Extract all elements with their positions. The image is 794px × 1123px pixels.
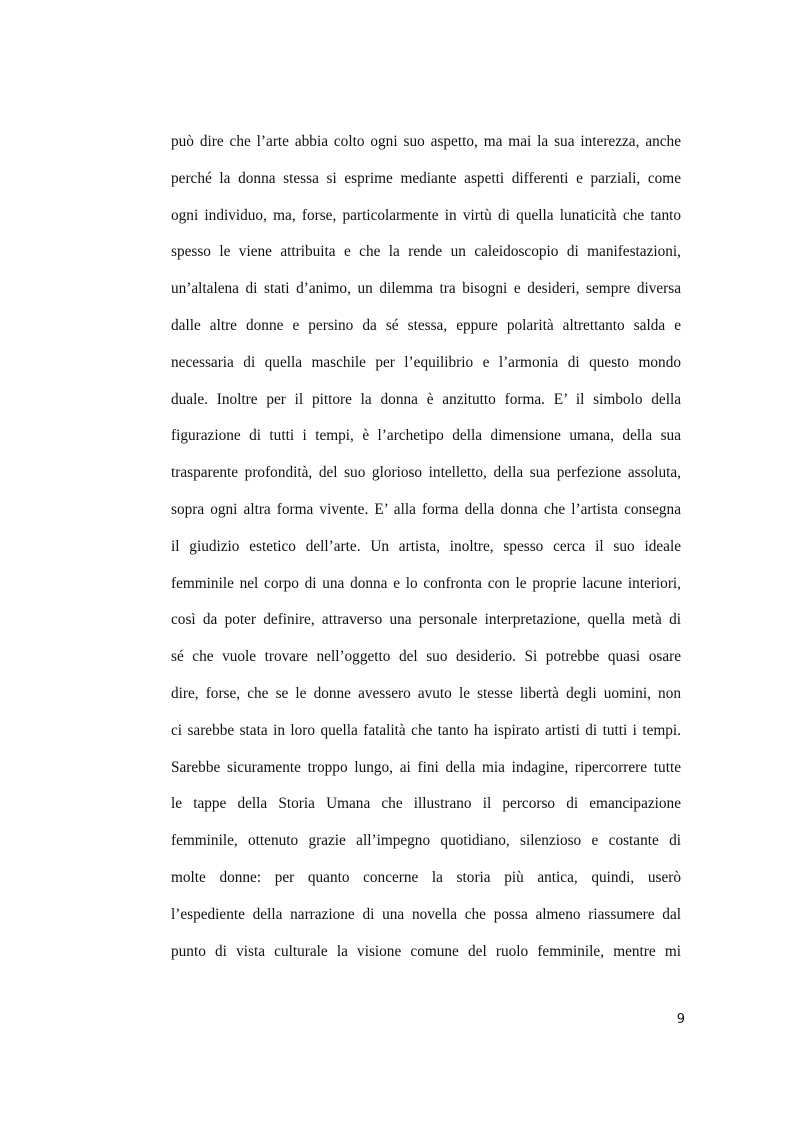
text-line: sé che vuole trovare nell’oggetto del suo desiderio. Si potrebbe quasi osare	[171, 648, 681, 666]
page-number: 9	[676, 1012, 685, 1027]
text-line: necessaria di quella maschile per l’equilibrio e l’armonia di questo mondo	[171, 353, 681, 371]
text-line: un’altalena di stati d’animo, un dilemma tra bisogni e desideri, sempre diversa	[171, 280, 681, 298]
text-line: ci sarebbe stata in loro quella fatalità che tanto ha ispirato artisti di tutti i tempi.	[171, 721, 681, 739]
text-line: può dire che l’arte abbia colto ogni suo aspetto, ma mai la sua interezza, anche	[171, 133, 681, 150]
text-line: dire, forse, che se le donne avessero avuto le stesse libertà degli uomini, non	[171, 684, 681, 702]
text-line: l’espediente della narrazione di una novella che possa almeno riassumere dal	[171, 905, 681, 923]
text-line: il giudizio estetico dell’arte. Un artista, inoltre, spesso cerca il suo ideale	[171, 537, 681, 555]
text-line: sopra ogni altra forma vivente. E’ alla forma della donna che l’artista consegna	[171, 500, 681, 518]
text-line: femminile nel corpo di una donna e lo confronta con le proprie lacune interiori,	[171, 574, 681, 592]
text-line: femminile, ottenuto grazie all’impegno quotidiano, silenzioso e costante di	[171, 832, 681, 850]
body-text	[171, 130, 681, 976]
text-line: dalle altre donne e persino da sé stessa, eppure polarità altrettanto salda e	[171, 316, 681, 334]
text-line: le tappe della Storia Umana che illustrano il percorso di emancipazione	[171, 795, 681, 813]
text-line: Sarebbe sicuramente troppo lungo, ai fini della mia indagine, ripercorrere tutte	[171, 758, 681, 776]
text-line: molte donne: per quanto concerne la storia più antica, quindi, userò	[171, 868, 681, 886]
text-line: punto di vista culturale la visione comune del ruolo femminile, mentre mi	[171, 942, 681, 960]
text-line: duale. Inoltre per il pittore la donna è anzitutto forma. E’ il simbolo della	[171, 390, 681, 408]
text-line: perché la donna stessa si esprime mediante aspetti differenti e parziali, come	[171, 169, 681, 187]
text-line: ogni individuo, ma, forse, particolarmente in virtù di quella lunaticità che tanto	[171, 206, 681, 224]
text-line: così da poter definire, attraverso una personale interpretazione, quella metà di	[171, 611, 681, 629]
text-line: spesso le viene attribuita e che la rende un caleidoscopio di manifestazioni,	[171, 243, 681, 261]
text-line: trasparente profondità, del suo glorioso intelletto, della sua perfezione assoluta,	[171, 464, 681, 482]
text-line: figurazione di tutti i tempi, è l’archetipo della dimensione umana, della sua	[171, 427, 681, 445]
